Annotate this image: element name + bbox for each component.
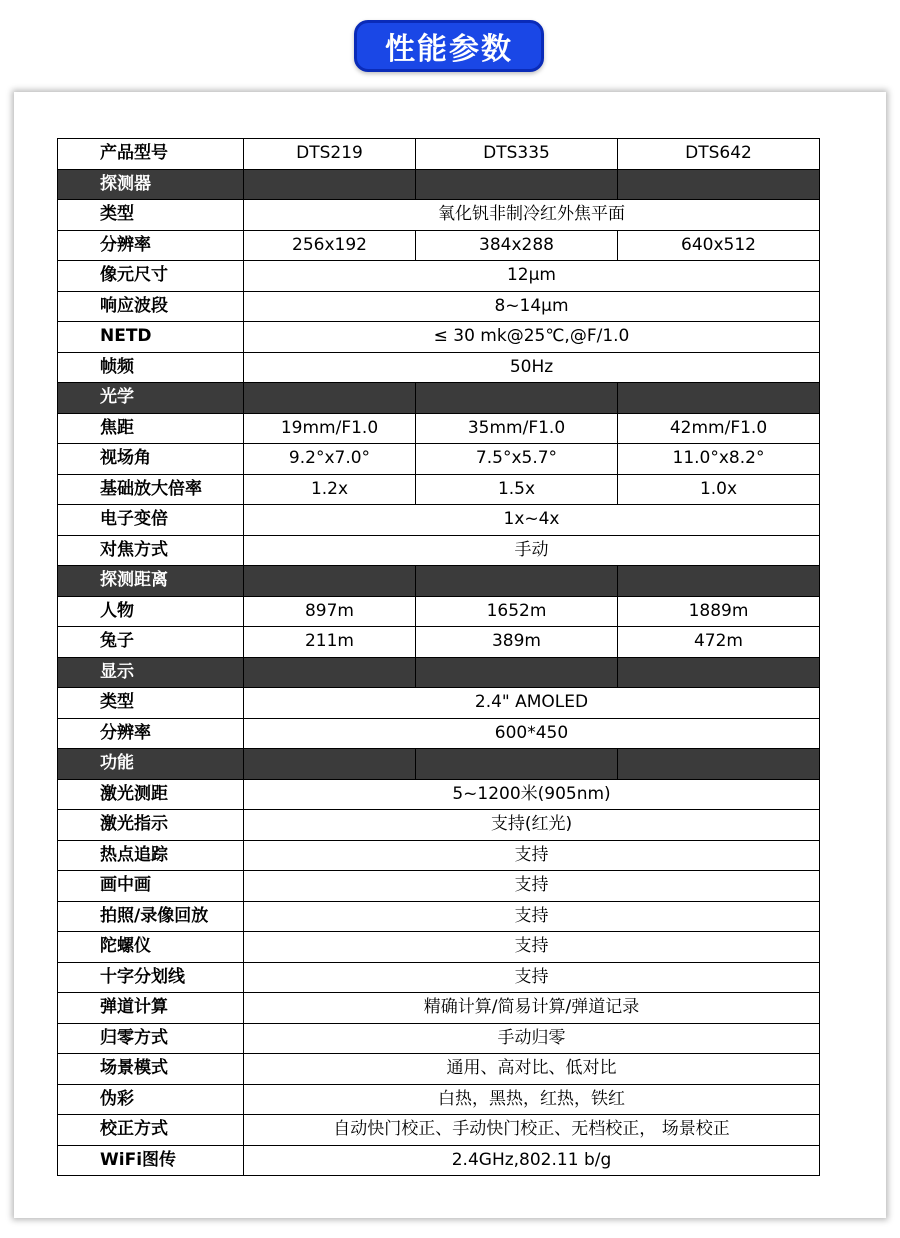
value-cell-shared: 2.4GHz,802.11 b/g (244, 1145, 820, 1176)
value-cell-dts219: 1.2x (244, 474, 416, 505)
table-row (58, 1084, 820, 1115)
row-label: 拍照/录像回放 (58, 901, 244, 932)
value-cell-dts335: 1652m (416, 596, 618, 627)
section-cell (244, 169, 416, 200)
section-cell (244, 657, 416, 688)
spec-table (57, 138, 820, 1176)
table-row (58, 718, 820, 749)
value-cell-shared: 12μm (244, 261, 820, 292)
value-cell-shared: 支持 (244, 840, 820, 871)
table-row (58, 444, 820, 475)
value-cell-shared: 支持 (244, 932, 820, 963)
row-label: 对焦方式 (58, 535, 244, 566)
table-row (58, 261, 820, 292)
table-row (58, 200, 820, 231)
row-label: 基础放大倍率 (58, 474, 244, 505)
row-label: 十字分划线 (58, 962, 244, 993)
section-cell (618, 657, 820, 688)
table-row (58, 962, 820, 993)
value-cell-dts642: 472m (618, 627, 820, 658)
value-cell-shared: ≤ 30 mk@25℃,@F/1.0 (244, 322, 820, 353)
table-row (58, 291, 820, 322)
value-cell-shared: 1x~4x (244, 505, 820, 536)
value-cell-shared: 通用、高对比、低对比 (244, 1054, 820, 1085)
table-row (58, 1145, 820, 1176)
table-row (58, 1023, 820, 1054)
value-cell-shared: 8~14μm (244, 291, 820, 322)
table-row (58, 505, 820, 536)
section-cell (244, 566, 416, 597)
value-cell-shared: 600*450 (244, 718, 820, 749)
section-cell (416, 383, 618, 414)
section-row (58, 169, 820, 200)
row-label: WiFi图传 (58, 1145, 244, 1176)
section-cell (618, 169, 820, 200)
row-label: 伪彩 (58, 1084, 244, 1115)
row-label: 像元尺寸 (58, 261, 244, 292)
table-row (58, 810, 820, 841)
row-label: 校正方式 (58, 1115, 244, 1146)
row-label: 激光指示 (58, 810, 244, 841)
table-row (58, 413, 820, 444)
table-row (58, 322, 820, 353)
value-cell-dts335: 35mm/F1.0 (416, 413, 618, 444)
value-cell-dts219: 211m (244, 627, 416, 658)
column-header-model: 产品型号 (58, 139, 244, 170)
page-title-badge (354, 20, 544, 72)
value-cell-dts642: 1.0x (618, 474, 820, 505)
value-cell-shared: 白热，黑热，红热，铁红 (244, 1084, 820, 1115)
table-row (58, 474, 820, 505)
value-cell-shared: 氧化钒非制冷红外焦平面 (244, 200, 820, 231)
row-label: 画中画 (58, 871, 244, 902)
value-cell-dts335: 384x288 (416, 230, 618, 261)
value-cell-dts335: 1.5x (416, 474, 618, 505)
row-label: 陀螺仪 (58, 932, 244, 963)
row-label: 激光测距 (58, 779, 244, 810)
section-label: 功能 (58, 749, 244, 780)
value-cell-shared: 支持 (244, 871, 820, 902)
section-row (58, 566, 820, 597)
table-row (58, 993, 820, 1024)
section-label: 显示 (58, 657, 244, 688)
section-cell (416, 566, 618, 597)
row-label: 响应波段 (58, 291, 244, 322)
table-row (58, 596, 820, 627)
section-cell (416, 657, 618, 688)
value-cell-shared: 支持 (244, 901, 820, 932)
value-cell-shared: 精确计算/简易计算/弹道记录 (244, 993, 820, 1024)
column-header-dts642: DTS642 (618, 139, 820, 170)
row-label: 帧频 (58, 352, 244, 383)
section-row (58, 383, 820, 414)
row-label: 兔子 (58, 627, 244, 658)
value-cell-shared: 2.4" AMOLED (244, 688, 820, 719)
table-row (58, 352, 820, 383)
row-label: NETD (58, 322, 244, 353)
value-cell-shared: 支持(红光) (244, 810, 820, 841)
section-cell (618, 749, 820, 780)
row-label: 电子变倍 (58, 505, 244, 536)
table-row (58, 1115, 820, 1146)
row-label: 场景模式 (58, 1054, 244, 1085)
section-row (58, 657, 820, 688)
table-row (58, 932, 820, 963)
table-header-row (58, 139, 820, 170)
table-row (58, 627, 820, 658)
table-row (58, 1054, 820, 1085)
value-cell-shared: 手动归零 (244, 1023, 820, 1054)
table-row (58, 535, 820, 566)
value-cell-dts335: 389m (416, 627, 618, 658)
row-label: 焦距 (58, 413, 244, 444)
row-label: 弹道计算 (58, 993, 244, 1024)
table-row (58, 840, 820, 871)
value-cell-shared: 自动快门校正、手动快门校正、无档校正， 场景校正 (244, 1115, 820, 1146)
value-cell-dts335: 7.5°x5.7° (416, 444, 618, 475)
row-label: 类型 (58, 200, 244, 231)
table-row (58, 688, 820, 719)
value-cell-dts219: 256x192 (244, 230, 416, 261)
row-label: 归零方式 (58, 1023, 244, 1054)
section-label: 探测距离 (58, 566, 244, 597)
value-cell-dts642: 42mm/F1.0 (618, 413, 820, 444)
section-label: 光学 (58, 383, 244, 414)
row-label: 视场角 (58, 444, 244, 475)
section-cell (416, 169, 618, 200)
section-cell (244, 383, 416, 414)
value-cell-shared: 5~1200米(905nm) (244, 779, 820, 810)
value-cell-dts642: 1889m (618, 596, 820, 627)
row-label: 热点追踪 (58, 840, 244, 871)
table-row (58, 871, 820, 902)
value-cell-shared: 手动 (244, 535, 820, 566)
row-label: 分辨率 (58, 718, 244, 749)
value-cell-dts642: 11.0°x8.2° (618, 444, 820, 475)
section-cell (618, 566, 820, 597)
section-cell (618, 383, 820, 414)
section-cell (244, 749, 416, 780)
value-cell-dts219: 897m (244, 596, 416, 627)
value-cell-shared: 支持 (244, 962, 820, 993)
section-row (58, 749, 820, 780)
section-label: 探测器 (58, 169, 244, 200)
value-cell-shared: 50Hz (244, 352, 820, 383)
value-cell-dts642: 640x512 (618, 230, 820, 261)
value-cell-dts219: 19mm/F1.0 (244, 413, 416, 444)
table-row (58, 901, 820, 932)
row-label: 类型 (58, 688, 244, 719)
spec-table-body (58, 139, 820, 1176)
table-row (58, 779, 820, 810)
row-label: 分辨率 (58, 230, 244, 261)
value-cell-dts219: 9.2°x7.0° (244, 444, 416, 475)
page-title: 性能参数 (385, 32, 513, 67)
section-cell (416, 749, 618, 780)
column-header-dts335: DTS335 (416, 139, 618, 170)
table-row (58, 230, 820, 261)
row-label: 人物 (58, 596, 244, 627)
column-header-dts219: DTS219 (244, 139, 416, 170)
